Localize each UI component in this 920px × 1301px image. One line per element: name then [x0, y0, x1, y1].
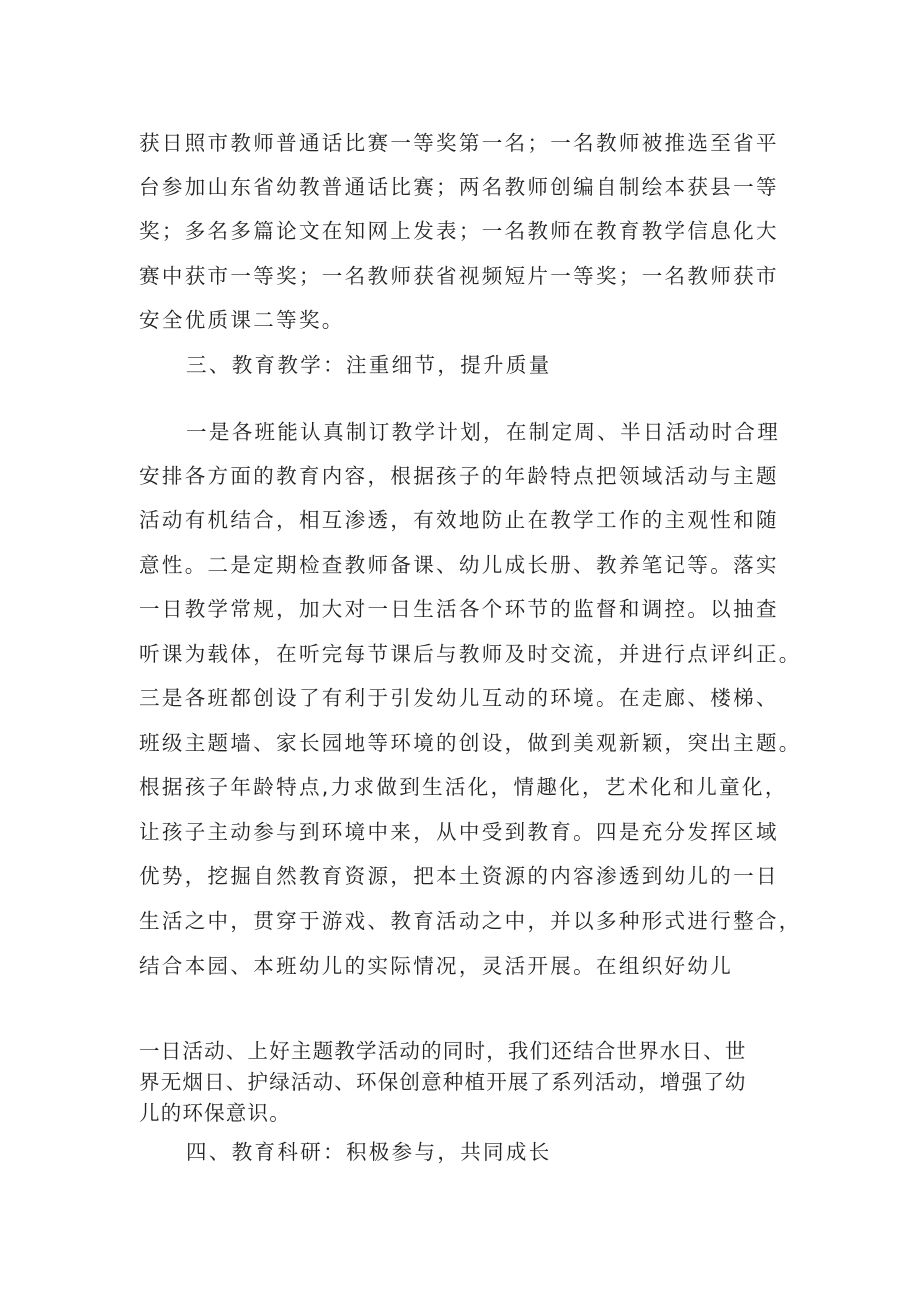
text-line: 台参加山东省幼教普通话比赛；两名教师创编自制绘本获县一等	[139, 175, 779, 199]
text-line: 结合本园、本班幼儿的实际情况，灵活开展。在组织好幼儿	[139, 954, 734, 978]
text-line: 安排各方面的教育内容，根据孩子的年龄特点把领域活动与主题	[139, 464, 779, 488]
section-heading-research: 四、教育科研：积极参与，共同成长	[186, 1140, 552, 1164]
text-line: 意性。二是定期检查教师备课、幼儿成长册、教养笔记等。落实	[139, 553, 779, 577]
text-line: 界无烟日、护绿活动、环保创意种植开展了系列活动，增强了幼	[139, 1070, 747, 1094]
text-line: 生活之中，贯穿于游戏、教育活动之中，并以多种形式进行整合，	[139, 909, 802, 933]
text-line: 安全优质课二等奖。	[139, 308, 345, 332]
text-line: 一日教学常规，加大对一日生活各个环节的监督和调控。以抽查	[139, 597, 779, 621]
text-line: 一是各班能认真制订教学计划，在制定周、半日活动时合理	[186, 420, 781, 444]
section-heading-teaching: 三、教育教学：注重细节，提升质量	[186, 353, 552, 377]
text-line: 赛中获市一等奖；一名教师获省视频短片一等奖；一名教师获市	[139, 264, 779, 288]
text-line: 奖；多名多篇论文在知网上发表；一名教师在教育教学信息化大	[139, 219, 779, 243]
text-line: 让孩子主动参与到环境中来，从中受到教育。四是充分发挥区域	[139, 820, 779, 844]
text-line: 活动有机结合，相互渗透，有效地防止在教学工作的主观性和随	[139, 508, 779, 532]
text-line: 根据孩子年龄特点,力求做到生活化，情趣化，艺术化和儿童化，	[139, 775, 788, 799]
text-line: 一日活动、上好主题教学活动的同时，我们还结合世界水日、世	[139, 1039, 747, 1063]
text-line: 三是各班都创设了有利于引发幼儿互动的环境。在走廊、楼梯、	[139, 686, 779, 710]
text-line: 儿的环保意识。	[139, 1101, 291, 1125]
text-line: 班级主题墙、家长园地等环境的创设，做到美观新颖，突出主题。	[139, 731, 802, 755]
text-line: 获日照市教师普通话比赛一等奖第一名；一名教师被推选至省平	[139, 131, 779, 155]
text-line: 听课为载体，在听完每节课后与教师及时交流，并进行点评纠正。	[139, 642, 802, 666]
text-line: 优势，挖掘自然教育资源，把本土资源的内容渗透到幼儿的一日	[139, 864, 779, 888]
